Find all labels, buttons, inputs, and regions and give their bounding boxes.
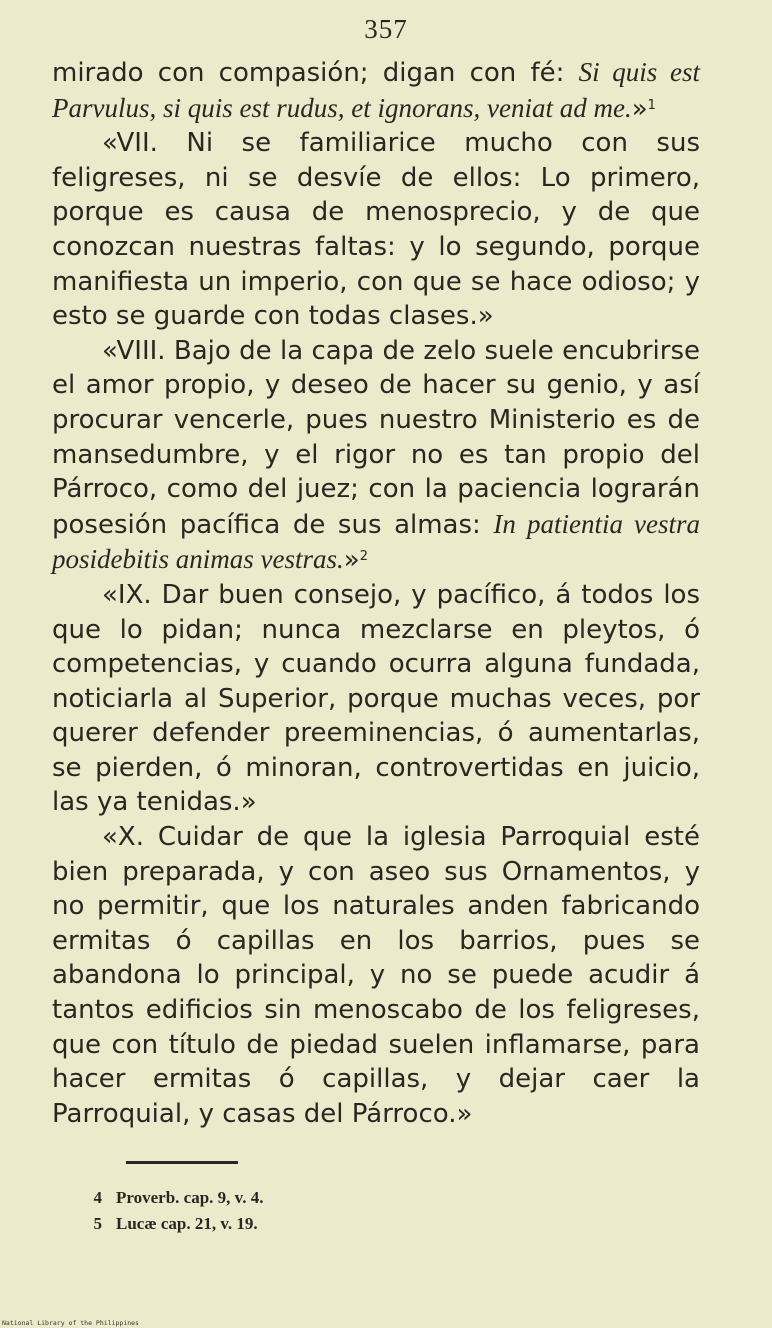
latin-quote-2: In patientia vestra posidebitis animas vestras. — [52, 508, 700, 575]
paragraph-viii — [52, 334, 700, 578]
footnote-text: Proverb. cap. 9, v. 4. — [116, 1188, 264, 1207]
paragraph-viii-text: «VIII. Bajo de la capa de zelo suele encubrirse el amor propio, y deseo de hacer su genio, y así procurar vencerle, pues nuestro Ministerio es de mansedumbre, y el rigor no es tan propio del Párroco, como del juez; con la paciencia lograrán posesión pacífica de sus almas: — [52, 335, 700, 540]
page-number: 357 — [364, 14, 408, 44]
quote-close-1: » — [631, 93, 648, 124]
paragraph-vii: «VII. Ni se familiarice mucho con sus feligreses, ni se desvíe de ellos: Lo primero, porque es causa de menosprecio, y de que conozcan nuestras faltas: y lo segundo, porque manifiesta un imperio, con que se hace odioso; y esto se guarde con todas clases.» — [52, 128, 700, 332]
latin-quote-1: Si quis est Parvulus, si quis est rudus, et ignorans, veniat ad me. — [52, 57, 700, 123]
paragraph-x: «X. Cuidar de que la iglesia Parroquial esté bien preparada, y con aseo sus Ornamentos, y no permitir, que los naturales anden fabricando ermitas ó capillas en los barrios, pues se abandona lo principal, y no se puede acudir á tantos edificios sin menoscabo de los feligreses, que con título de piedad suelen inflamarse, para hacer ermitas ó capillas, y dejar caer la Parroquial, y casas del Párroco.» — [52, 822, 700, 1129]
footnote-text: Lucæ cap. 21, v. 19. — [116, 1214, 258, 1233]
quote-close-2: » — [343, 545, 360, 576]
library-footer: National Library of the Philippines — [2, 1319, 139, 1327]
footnote-number: 5 — [93, 1214, 102, 1233]
footnote-item — [90, 1211, 263, 1237]
paragraph-ix: «IX. Dar buen consejo, y pacífico, á todos los que lo pidan; nunca mezclarse en pleytos, ó competencias, y cuando ocurra alguna fundada, noticiarla al Superior, porque muchas veces, por querer defender preeminencias, ó aumentarlas, se pierden, ó minoran, controvertidas en juicio, las ya tenidas.» — [52, 579, 700, 818]
paragraph-1 — [52, 55, 700, 126]
footnote-rule — [126, 1161, 238, 1164]
body-text — [52, 55, 700, 1131]
paragraph-1-text: mirado con compasión; digan con fé: — [52, 58, 579, 88]
footnotes — [90, 1185, 263, 1237]
footnote-item — [90, 1185, 263, 1211]
footnote-ref-1: 1 — [647, 97, 656, 113]
footnote-ref-2: 2 — [359, 549, 368, 565]
footnote-number: 4 — [93, 1188, 102, 1207]
